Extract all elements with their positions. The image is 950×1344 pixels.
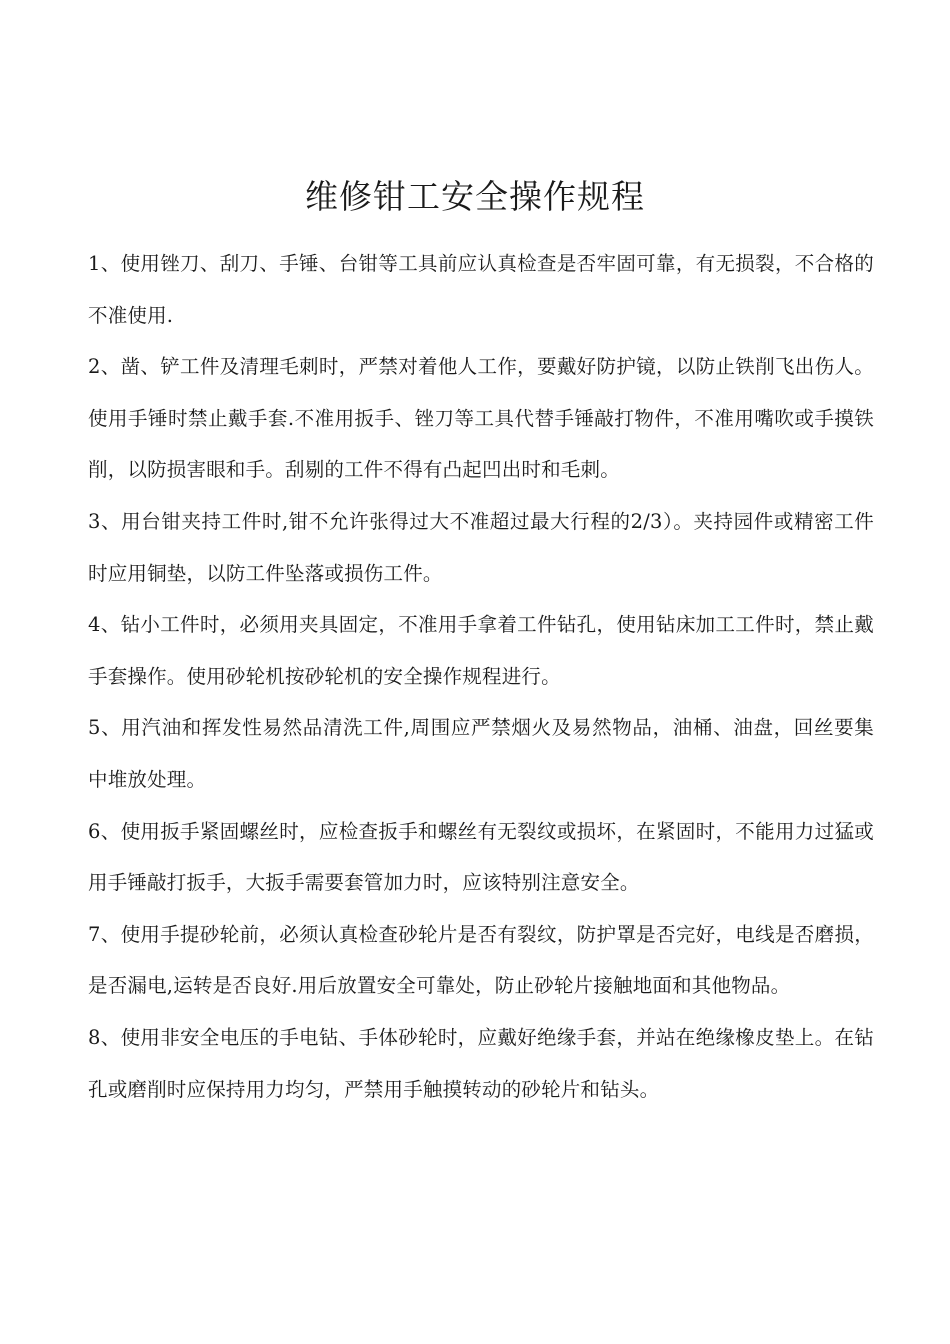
document-title: 维修钳工安全操作规程 [305, 177, 645, 216]
rules-list [88, 238, 874, 1115]
rule-item-2: 2、凿、铲工件及清理毛刺时，严禁对着他人工作，要戴好防护镜，以防止铁削飞出伤人。使用手锤时禁止戴手套.不准用扳手、锉刀等工具代替手锤敲打物件，不准用嘴吹或手摸铁削，以防损害眼和手。刮剔的工件不得有凸起凹出时和毛刺。 [88, 355, 874, 482]
rule-item-6: 6、使用扳手紧固螺丝时，应检查扳手和螺丝有无裂纹或损坏，在紧固时，不能用力过猛或用手锤敲打扳手，大扳手需要套管加力时，应该特别注意安全。 [88, 819, 874, 895]
rule-item-4: 4、钻小工件时，必须用夹具固定，不准用手拿着工件钻孔，使用钻床加工工件时，禁止戴手套操作。使用砂轮机按砂轮机的安全操作规程进行。 [88, 613, 874, 688]
rule-item-1: 1、使用锉刀、刮刀、手锤、台钳等工具前应认真检查是否牢固可靠，有无损裂，不合格的不准使用. [88, 252, 874, 327]
rule-item-3: 3、用台钳夹持工件时,钳不允许张得过大不准超过最大行程的2/3）。夹持园件或精密工件时应用铜垫，以防工件坠落或损伤工件。 [88, 509, 874, 585]
rule-item-7: 7、使用手提砂轮前，必须认真检查砂轮片是否有裂纹，防护罩是否完好，电线是否磨损，是否漏电,运转是否良好.用后放置安全可靠处，防止砂轮片接触地面和其他物品。 [88, 922, 874, 998]
rule-item-5: 5、用汽油和挥发性易然品清洗工件,周围应严禁烟火及易然物品，油桶、油盘，回丝要集中堆放处理。 [88, 716, 874, 791]
rule-item-8: 8、使用非安全电压的手电钻、手体砂轮时，应戴好绝缘手套，并站在绝缘橡皮垫上。在钻孔或磨削时应保持用力均匀，严禁用手触摸转动的砂轮片和钻头。 [88, 1025, 874, 1101]
